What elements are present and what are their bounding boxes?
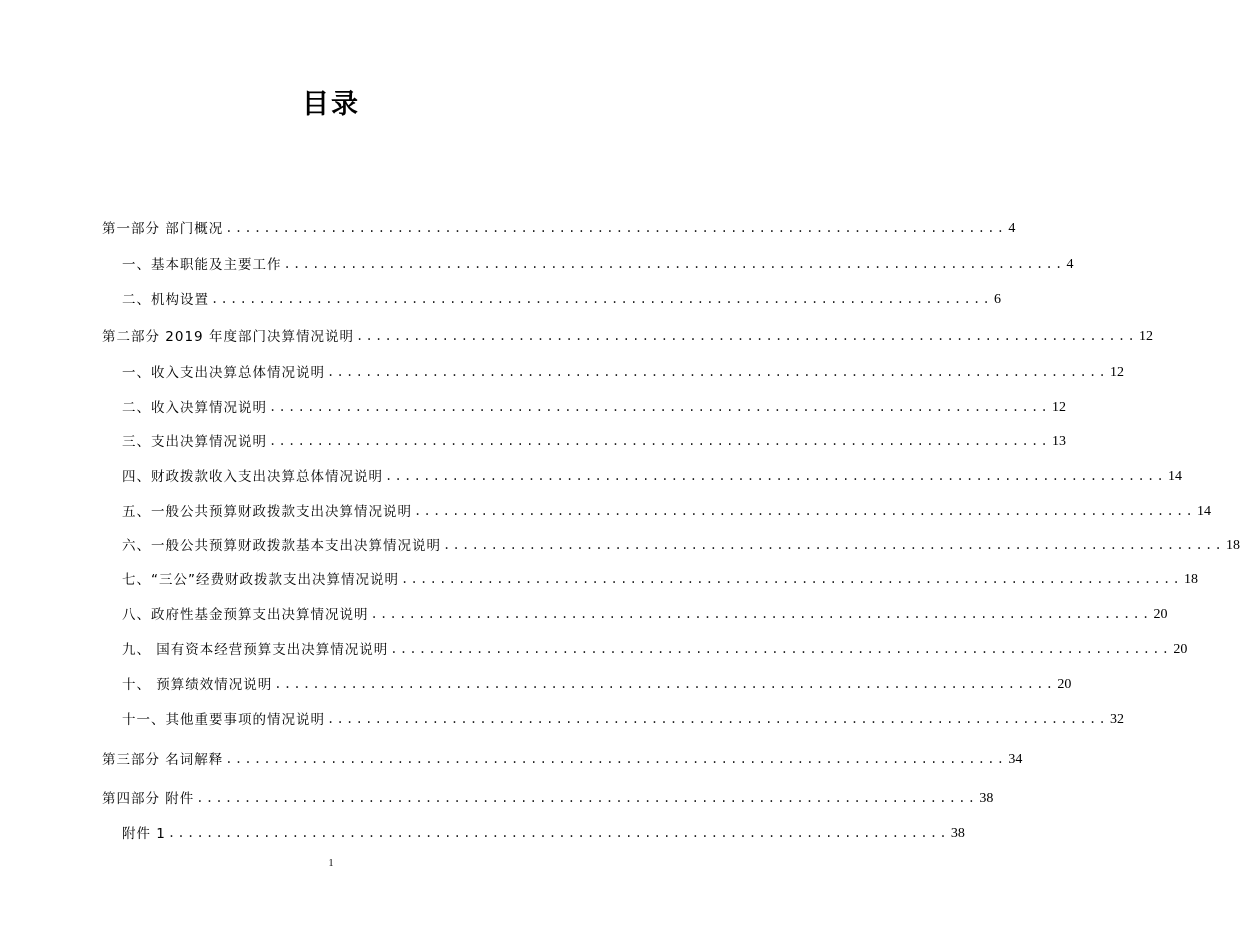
toc-entry-page: 14 <box>1168 469 1183 484</box>
toc-entry[interactable] <box>122 290 1002 310</box>
toc-leader-dots: .................................................................................. <box>269 434 1051 448</box>
toc-entry-label: 二、收入决算情况说明 <box>122 400 267 416</box>
toc-entry[interactable] <box>102 219 1016 239</box>
page-title: 目录 <box>302 89 360 120</box>
toc-entry-page: 32 <box>1110 712 1125 727</box>
toc-entry[interactable] <box>122 432 1067 452</box>
toc-entry-label: 十、 预算绩效情况说明 <box>122 677 273 693</box>
toc-leader-dots: .................................................................................. <box>401 572 1183 586</box>
toc-entry-label: 四、财政拨款收入支出决算总体情况说明 <box>122 469 383 485</box>
toc-entry-page: 34 <box>1008 752 1023 767</box>
toc-entry[interactable] <box>122 502 1212 522</box>
toc-entry-label: 第二部分 2019 年度部门决算情况说明 <box>102 329 354 345</box>
toc-leader-dots: .................................................................................. <box>225 752 1007 766</box>
toc-entry-page: 38 <box>979 791 994 806</box>
toc-entry-label: 九、 国有资本经营预算支出决算情况说明 <box>122 642 389 658</box>
toc-entry[interactable] <box>122 398 1067 418</box>
toc-leader-dots: .................................................................................. <box>211 292 993 306</box>
toc-entry-page: 20 <box>1153 607 1168 622</box>
toc-entry[interactable] <box>122 640 1188 660</box>
toc-leader-dots: .................................................................................. <box>390 642 1172 656</box>
toc-leader-dots: .................................................................................. <box>370 607 1152 621</box>
toc-leader-dots: .................................................................................. <box>414 504 1196 518</box>
toc-entry-label: 第四部分 附件 <box>102 791 195 807</box>
toc-leader-dots: .................................................................................. <box>225 221 1007 235</box>
toc-entry[interactable] <box>122 255 1074 275</box>
toc-entry-label: 一、收入支出决算总体情况说明 <box>122 365 325 381</box>
toc-entry-page: 20 <box>1173 642 1188 657</box>
toc-entry-label: 五、一般公共预算财政拨款支出决算情况说明 <box>122 504 412 520</box>
toc-entry-label: 六、一般公共预算财政拨款基本支出决算情况说明 <box>122 538 441 554</box>
toc-entry[interactable] <box>122 824 965 844</box>
toc-leader-dots: .................................................................................. <box>385 469 1167 483</box>
toc-entry[interactable] <box>122 675 1072 695</box>
toc-entry[interactable] <box>102 327 1153 347</box>
page-number: 1 <box>328 858 334 869</box>
toc-entry[interactable] <box>122 363 1125 383</box>
toc-entry[interactable] <box>122 536 1240 556</box>
toc-entry-label: 附件 1 <box>122 826 166 842</box>
toc-entry[interactable] <box>122 605 1168 625</box>
toc-leader-dots: .................................................................................. <box>327 365 1109 379</box>
toc-entry[interactable] <box>102 789 994 809</box>
toc-entry-page: 12 <box>1052 400 1067 415</box>
toc-entry-page: 12 <box>1138 329 1153 344</box>
toc-entry-page: 20 <box>1057 677 1072 692</box>
toc-entry-page: 6 <box>994 292 1002 307</box>
toc-leader-dots: .................................................................................. <box>283 257 1065 271</box>
toc-entry[interactable] <box>122 710 1125 730</box>
toc-entry-page: 18 <box>1226 538 1240 553</box>
toc-leader-dots: .................................................................................. <box>274 677 1056 691</box>
toc-entry-label: 八、政府性基金预算支出决算情况说明 <box>122 607 369 623</box>
toc-entry-page: 4 <box>1008 221 1016 236</box>
toc-entry-label: 三、支出决算情况说明 <box>122 434 267 450</box>
toc-entry-label: 第一部分 部门概况 <box>102 221 224 237</box>
toc-entry-label: 二、机构设置 <box>122 292 209 308</box>
toc-entry[interactable] <box>122 570 1199 590</box>
toc-entry-label: 七、“三公”经费财政拨款支出决算情况说明 <box>122 572 399 588</box>
toc-entry-page: 38 <box>950 826 965 841</box>
toc-leader-dots: .................................................................................. <box>327 712 1109 726</box>
toc-entry[interactable] <box>102 750 1023 770</box>
toc-entry[interactable] <box>122 467 1183 487</box>
toc-entry-page: 12 <box>1110 365 1125 380</box>
toc-entry-page: 18 <box>1184 572 1199 587</box>
toc-leader-dots: .................................................................................. <box>167 826 949 840</box>
toc-leader-dots: .................................................................................. <box>355 329 1137 343</box>
toc-entry-label: 一、基本职能及主要工作 <box>122 257 282 273</box>
toc-entry-page: 4 <box>1066 257 1074 272</box>
toc-leader-dots: .................................................................................. <box>443 538 1225 552</box>
toc-entry-label: 第三部分 名词解释 <box>102 752 224 768</box>
toc-entry-page: 13 <box>1052 434 1067 449</box>
toc-leader-dots: .................................................................................. <box>196 791 978 805</box>
toc-entry-label: 十一、其他重要事项的情况说明 <box>122 712 325 728</box>
toc-entry-page: 14 <box>1197 504 1212 519</box>
toc-leader-dots: .................................................................................. <box>269 400 1051 414</box>
